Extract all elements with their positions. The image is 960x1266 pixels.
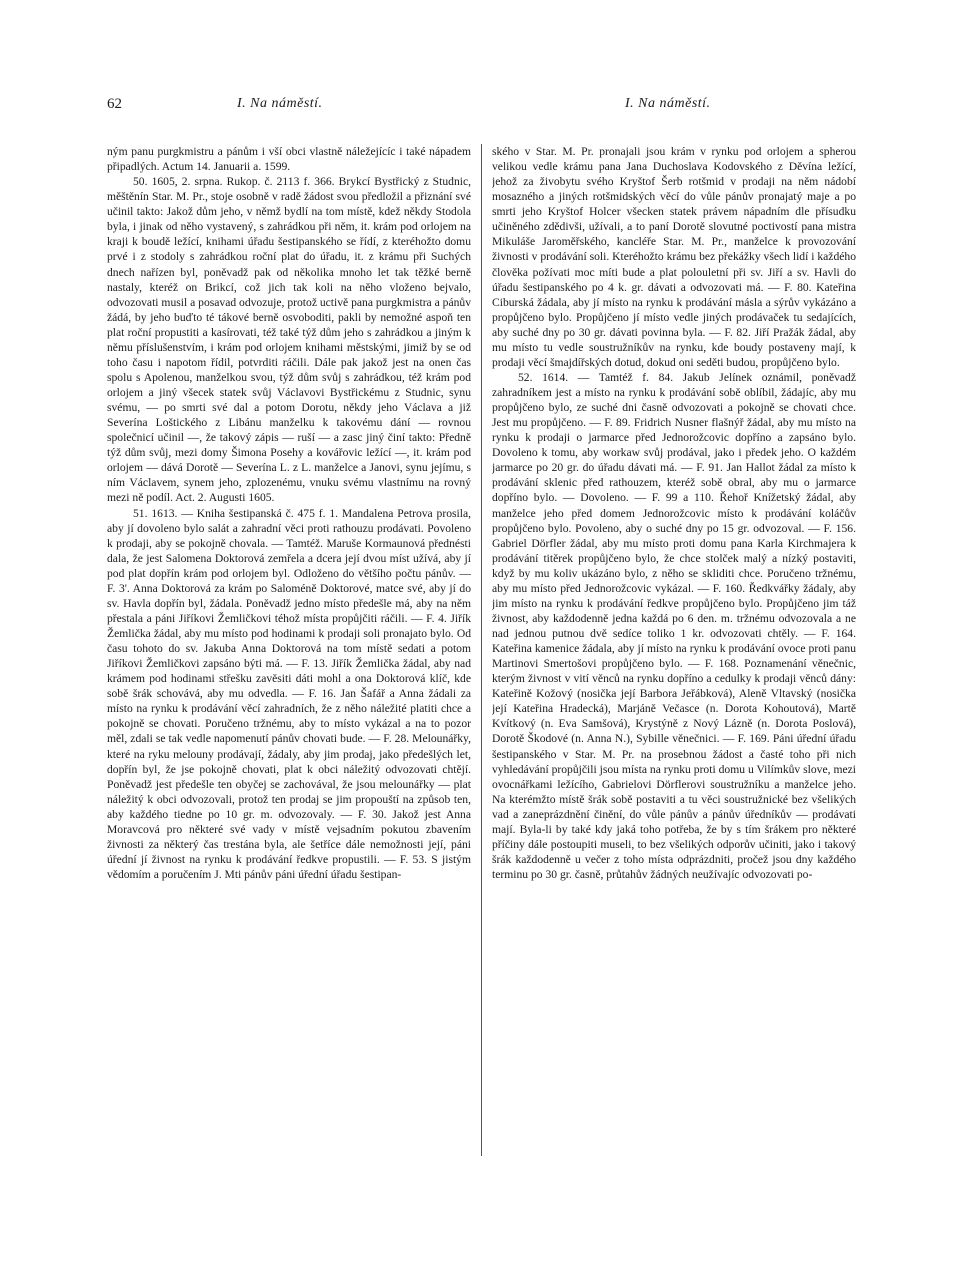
right-paragraph-continuation: ského v Star. M. Pr. pronajali jsou krám v rynku pod orlojem a spherou velikou vedle krámu pana Jana Duchoslava Kodovského z Děvína ležící, jehož za živobytu svého Kryštof Šerb rotšmid v prodaji na něm nádobí mosazného a jiných rotšmidských věcí do vůle pánův pronajatý maje a po smrti jeho Kryštof Holcer všecken statek právem nápadním dle přísudku učiněného zdědivši, užívali, a to paní Dorotě slovutné poctivostí pana mistra Mikuláše Jaroměřského, kancléře Star. M. Pr., manželce k provozování živnosti v prodávání soli. Kteréhožto krámu bez překážky všech lidí i každého člověka požívati moc míti bude a plat polouletní při sv. Jiří a sv. Havli do úřadu šestipanského po 4 k. gr. dávati a odvozovati má. — F. 80. Kateřina Ciburská žádala, aby jí místo na rynku k prodávání másla a sýrův vykázáno a propůjčeno bylo. Propůjčeno jí místo vedle jiných prodávaček tu sedajících, aby suché dny po 30 gr. dávati povinna byla. — F. 82. Jiří Pražák žádal, aby mu místo tu vedle soustružníkův na rynku, kde boudy postaveny mají, k prodaji věcí šmajdířských dotud, dokud oni seděti budou, propůjčeno bylo.: [492, 145, 856, 369]
left-running-title: I. Na náměstí.: [237, 96, 323, 111]
left-paragraph-continuation: ným panu purgkmistru a pánům i vší obci vlastně náležejícíc i také nápadem připadlých. Actum 14. Januarii a. 1599.: [107, 145, 471, 174]
right-column: [492, 144, 856, 1234]
right-paragraph-entry-52: 52. 1614. — Tamtéž f. 84. Jakub Jelínek oznámil, poněvadž zahradníkem jest a místo na rynku k prodávání sobě oblíbil, žádajíc, aby mu propůjčeno bylo, ze suché dni časně odvozovati a pokojně se chovati chce. Jest mu propůjčeno. — F. 89. Fridrich Nusner flašnýř žádal, aby mu místo na rynku k prodaji o jarmarce před Jednorožcovic dopříno a zapsáno bylo. Dovoleno k tomu, aby workaw svůj prodával, jako i předek jeho. O každém jarmarce po 20 gr. do úřadu dávati má. — F. 91. Jan Hallot žádal za místo k prodávání sklenic před rathouzem, kteréž sobě obral, aby mu o jarmarce dopříno bylo. — Dovoleno. — F. 99 a 110. Řehoř Knížetský žádal, aby manželce jeho před domem Jednorožcovic místo k prodávání koláčův propůjčeno bylo. Povoleno, aby o suché dny po 15 gr. odvozoval. — F. 156. Gabriel Dörfler žádal, aby mu místo proti domu pana Karla Kirchmajera k prodávání titěrek propůjčeno bylo, že chce stolček malý a nízký postaviti, když by mu koliv ukázáno bylo, z něho se skliditi chce. Poručeno tržnému, aby mu místo před Jednorožcovic vykázal. — F. 160. Ředkvářky žádaly, aby jim místo na rynku k prodávání ředkve propůjčeno bylo. Propůjčeno jim táž živnost, aby každodenně jedna každá po 6 den. m. tržnému odvozovala a ne nad jednou putnou dvě sedíce toliko 1 kr. odvozovati chtěly. — F. 164. Kateřina kamenice žádala, aby jí místo na rynku k prodávání ovoce proti panu Martinovi Smertošovi propůjčeno bylo. — F. 168. Poznamenání věnečnic, kterým živnost v vití věnců na rynku dopříno a cedulky k prodaji věnců dány: Kateřině Kožový (nosička její Barbora Jeřábková), Aleně Vltavský (nosička její Kateřina Hradecká), Marjáně Večasce (n. Dorota Kohoutová), Martě Kvítkový (n. Eva Samšová), Krystýně z Nový Lázně (n. Dorota Poslová), Dorotě Škodové (n. Anna N.), Sybille věnečnici. — F. 169. Páni úřední úřadu šestipanského v Star. M. Pr. na prosebnou žádost a časté toho při nich vyhledávání propůjčili jsou místa na rynku proti domu u Vilímkův slove, mezi ovocnářkami ležícího, Gabrielovi Dörflerovi soustružníku a manželce jeho. Na kterémžto místě šrák sobě postaviti a tu věci soustružnické bez všelikých vad a zaneprázdnění činění, do vůle pánův a pánův úředníkův — prodávati mají. Byla-li by také kdy jaká toho potřeba, že by s tím šrákem pro některé příčiny dále postoupiti museli, to bez všelikých odporův učiniti, jako i takový šrák každodenně u večer z toho místa odprázdniti, pročež jsou dny každého terminu po 30 gr. časně, průtahův žádných neužívajíc odvozovati po-: [492, 370, 856, 881]
column-divider: [481, 144, 482, 1156]
left-paragraph-entry-51: 51. 1613. — Kniha šestipanská č. 475 f. 1. Mandalena Petrova prosila, aby jí dovoleno bylo salát a zahradní věci proti rathouzu prodávati. Povoleno k prodaji, aby se pokojně chovala. — Tamtéž. Maruše Kormaunová přednésti dala, že jest Salomena Doktorová zemřela a dcera její dvou míst užívá, aby jí pod plat dopřín krám pod orlojem byl. Odloženo do většího počtu pánův. — F. 3'. Anna Doktorová za krám po Saloméně Doktorové, matce své, aby jí do sv. Havla dopřín byl, žádala. Poněvadž jedno místo předešle má, aby na něm přestala a páni Jiříkovi Žemličkovi téhož místa propůjčiti ráčili. — F. 4. Jiřík Žemlička žádal, aby mu místo pod hodinami k prodaji soli pronajato bylo. Od času tohoto do sv. Jakuba Anna Doktorová na tom místě sedati a potom Jiříkovi Žemličkovi zapsáno býti má. — F. 13. Jiřík Žemlička žádal, aby nad krámem pod hodinami střešku zavěsiti dáti mohl a ona Doktorová klíč, kde sobě šrák schovává, aby mu odvedla. — F. 16. Jan Šafář a Anna žádali za místo na rynku k prodávání věcí zahradních, že z něho náležité platiti chce a pokojně se chovati. Poručeno tržnému, aby to místo vykázal a na to pozor měl, zdali se tak vedle napomenutí pánův chovati bude. — F. 28. Melounářky, které na ryku melouny prodávají, žádaly, aby jim prodaj, jako předešlých let, dopřín byl, že jse pokojně chovati, plat k obci náležitý odvozovati chtějí. Poněvadž jest předešle ten obyčej se zachovával, že jsou melounářky — plat náležitý k obci odvozovali, protož ten prodaj se jim propouští na způsob ten, aby každého tiedne po 10 gr. m. odvozovaly. — F. 30. Jakož jest Anna Moravcová pro některé své vady v místě vejsadním pokutou zbavením živnosti za některý čas trestána byla, ale šetříce dále nemožnosti její, páni úřední jí živnost na rynku k prodávání ředkve propustili. — F. 53. S jistým vědomím a poručením J. Mti pánův páni úřední úřadu šestipan-: [107, 506, 471, 881]
running-header: [107, 96, 867, 118]
right-running-title: I. Na náměstí.: [625, 96, 711, 111]
left-paragraph-entry-50: 50. 1605, 2. srpna. Rukop. č. 2113 f. 366. Brykcí Bystřický z Studnic, měštěnín Star. M. Pr., stoje osobně v radě žádost svou předložil a přiznání své učinil takto: Jakož dům jeho, v němž bydlí na tom místě, kdež někdy Stodola byla, i jinak od něho vystavený, s zahrádkou při něm, it. krám pod orlojem na kraji k boudě ležící, knihami úřadu šestipanského se řídí, z kteréhožto domu prvé i z stodoly s zahrádkou roční plat do úřadu, it. z krámu při Suchých dnech nařízen byl, poněvadž pak od několika mnoho let tak těžké berně nastaly, kteréž on Brikcí, což jich tak koli na něho vloženo bejvalo, odvozovati musil a posavad odvozuje, protož uctivě pana purgkmistra a pánův žádá, by jeho buďto té tákové berně osvoboditi, pakli by nemožné aspoň ten plat roční propustiti a kasírovati, též také týž dům jeho s zahrádkou a jiným k němu příslušenstvím, i krám pod orlojem knihami městskými, jimiž by se od toho času i napotom řídil, potvrditi ráčili. Dále pak jakož jest na onen čas spolu s Apolenou, manželkou svou, týž dům svůj s zahrádkou, též krám pod orlojem a jiný všecek statek svůj Václavovi Bystřickému z Studnic, synu svému, — po smrti své dal a potom Dorotu, někdy jeho Václava a již Severína Loštického z Libánu manželku k takovému dání — rovnou společnicí učinil —, že takový zápis — ruší — a zasc jiný činí takto: Předně týž dům svůj, mezi domy Šimona Posehy a kovářovic ležící —, it. krám pod orlojem — dává Dorotě — Severína L. z L. manželce a Janovi, synu jejímu, s ním Václavem, synem jeho, zplozenému, vnuku svému vlastnímu na rovný mezi ně podíl. Act. 2. Augusti 1605.: [107, 175, 471, 505]
page-number: 62: [107, 96, 122, 112]
left-column: [107, 144, 471, 1234]
